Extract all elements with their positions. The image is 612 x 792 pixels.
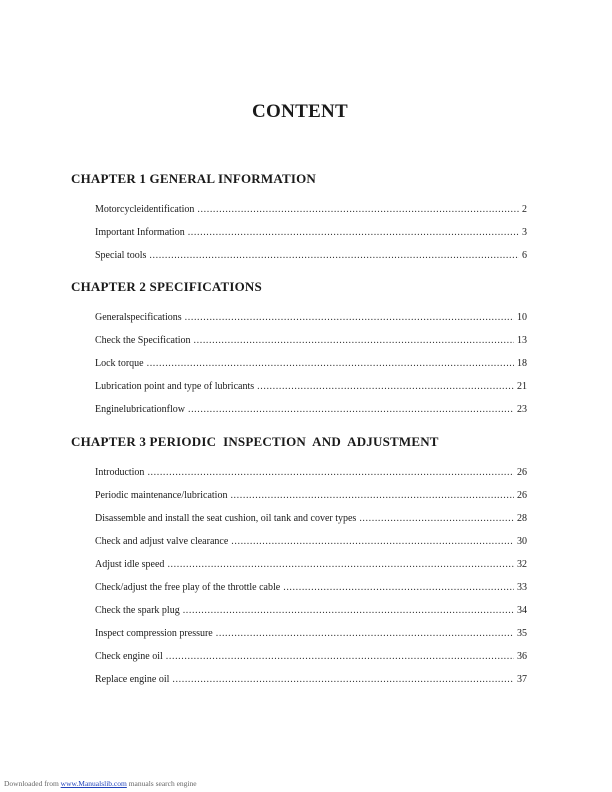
dot-leader <box>185 312 514 323</box>
dot-leader <box>172 674 514 685</box>
footer-suffix: manuals search engine <box>128 779 197 788</box>
chapter-heading-3: CHAPTER 3 PERIODIC INSPECTION AND ADJUSTMENT <box>71 434 439 449</box>
dot-leader <box>230 490 514 501</box>
toc-entry-page: 10 <box>517 312 527 323</box>
toc-entry-label: Check and adjust valve clearance <box>95 536 229 547</box>
dot-leader <box>283 582 514 593</box>
toc-entry[interactable] <box>95 335 527 349</box>
toc-entry-page: 26 <box>517 467 527 478</box>
dot-leader <box>147 358 514 369</box>
toc-entry-label: Inspect compression pressure <box>95 628 213 639</box>
dot-leader <box>231 536 514 547</box>
dot-leader <box>188 404 514 415</box>
toc-entry[interactable] <box>95 204 527 218</box>
toc-entry-label: Check the Specification <box>95 335 191 346</box>
toc-entry[interactable] <box>95 358 527 372</box>
toc-entry[interactable] <box>95 467 527 481</box>
toc-entry-page: 30 <box>517 536 527 547</box>
dot-leader <box>359 513 514 524</box>
dot-leader <box>166 651 514 662</box>
toc-entry-label: Generalspecifications <box>95 312 182 323</box>
toc-entry[interactable] <box>95 513 527 527</box>
toc-entry-page: 2 <box>522 204 527 215</box>
toc-entry[interactable] <box>95 651 527 665</box>
dot-leader <box>167 559 514 570</box>
toc-entry-page: 6 <box>522 250 527 261</box>
download-footer <box>4 779 197 788</box>
toc-entry-label: Introduction <box>95 467 145 478</box>
page-title: CONTENT <box>251 101 349 122</box>
toc-entry-page: 32 <box>517 559 527 570</box>
toc-entry-page: 28 <box>517 513 527 524</box>
toc-entry[interactable] <box>95 250 527 264</box>
toc-entry-page: 21 <box>517 381 527 392</box>
toc-entry-label: Check engine oil <box>95 651 163 662</box>
dot-leader <box>188 227 519 238</box>
toc-entry-label: Disassemble and install the seat cushion, oil tank and cover types <box>95 513 357 524</box>
toc-entry-page: 36 <box>517 651 527 662</box>
toc-entry-page: 26 <box>517 490 527 501</box>
toc-entry-page: 34 <box>517 605 527 616</box>
toc-entry-page: 13 <box>517 335 527 346</box>
dot-leader <box>197 204 519 215</box>
toc-entry-label: Replace engine oil <box>95 674 170 685</box>
toc-entry-page: 23 <box>517 404 527 415</box>
toc-entry[interactable] <box>95 559 527 573</box>
dot-leader <box>147 467 514 478</box>
toc-entry[interactable] <box>95 536 527 550</box>
toc-entry[interactable] <box>95 381 527 395</box>
toc-entry[interactable] <box>95 490 527 504</box>
toc-entry-label: Special tools <box>95 250 147 261</box>
toc-entry-label: Lock torque <box>95 358 144 369</box>
dot-leader <box>194 335 514 346</box>
toc-entry-label: Enginelubricationflow <box>95 404 185 415</box>
toc-entry-label: Check/adjust the free play of the throttle cable <box>95 582 281 593</box>
toc-entry-label: Check the spark plug <box>95 605 180 616</box>
dot-leader <box>183 605 514 616</box>
toc-entry[interactable] <box>95 582 527 596</box>
manualslib-link[interactable]: www.Manualslib.com <box>60 779 127 788</box>
footer-prefix: Downloaded from <box>4 779 59 788</box>
toc-entry-page: 35 <box>517 628 527 639</box>
toc-entry-label: Motorcycleidentification <box>95 204 195 215</box>
chapter-heading-1: CHAPTER 1 GENERAL INFORMATION <box>71 171 316 186</box>
toc-entry-label: Adjust idle speed <box>95 559 165 570</box>
toc-entry[interactable] <box>95 628 527 642</box>
toc-entry-page: 33 <box>517 582 527 593</box>
toc-entry-label: Lubrication point and type of lubricants <box>95 381 255 392</box>
toc-entry-page: 37 <box>517 674 527 685</box>
toc-entry[interactable] <box>95 404 527 418</box>
toc-entry[interactable] <box>95 674 527 688</box>
chapter-heading-2: CHAPTER 2 SPECIFICATIONS <box>71 279 262 294</box>
toc-entry[interactable] <box>95 227 527 241</box>
toc-entry-label: Periodic maintenance/lubrication <box>95 490 228 501</box>
toc-entry-page: 3 <box>522 227 527 238</box>
toc-entry[interactable] <box>95 605 527 619</box>
dot-leader <box>149 250 519 261</box>
toc-entry-label: Important Information <box>95 227 185 238</box>
toc-entry-page: 18 <box>517 358 527 369</box>
dot-leader <box>257 381 514 392</box>
dot-leader <box>216 628 514 639</box>
toc-entry[interactable] <box>95 312 527 326</box>
